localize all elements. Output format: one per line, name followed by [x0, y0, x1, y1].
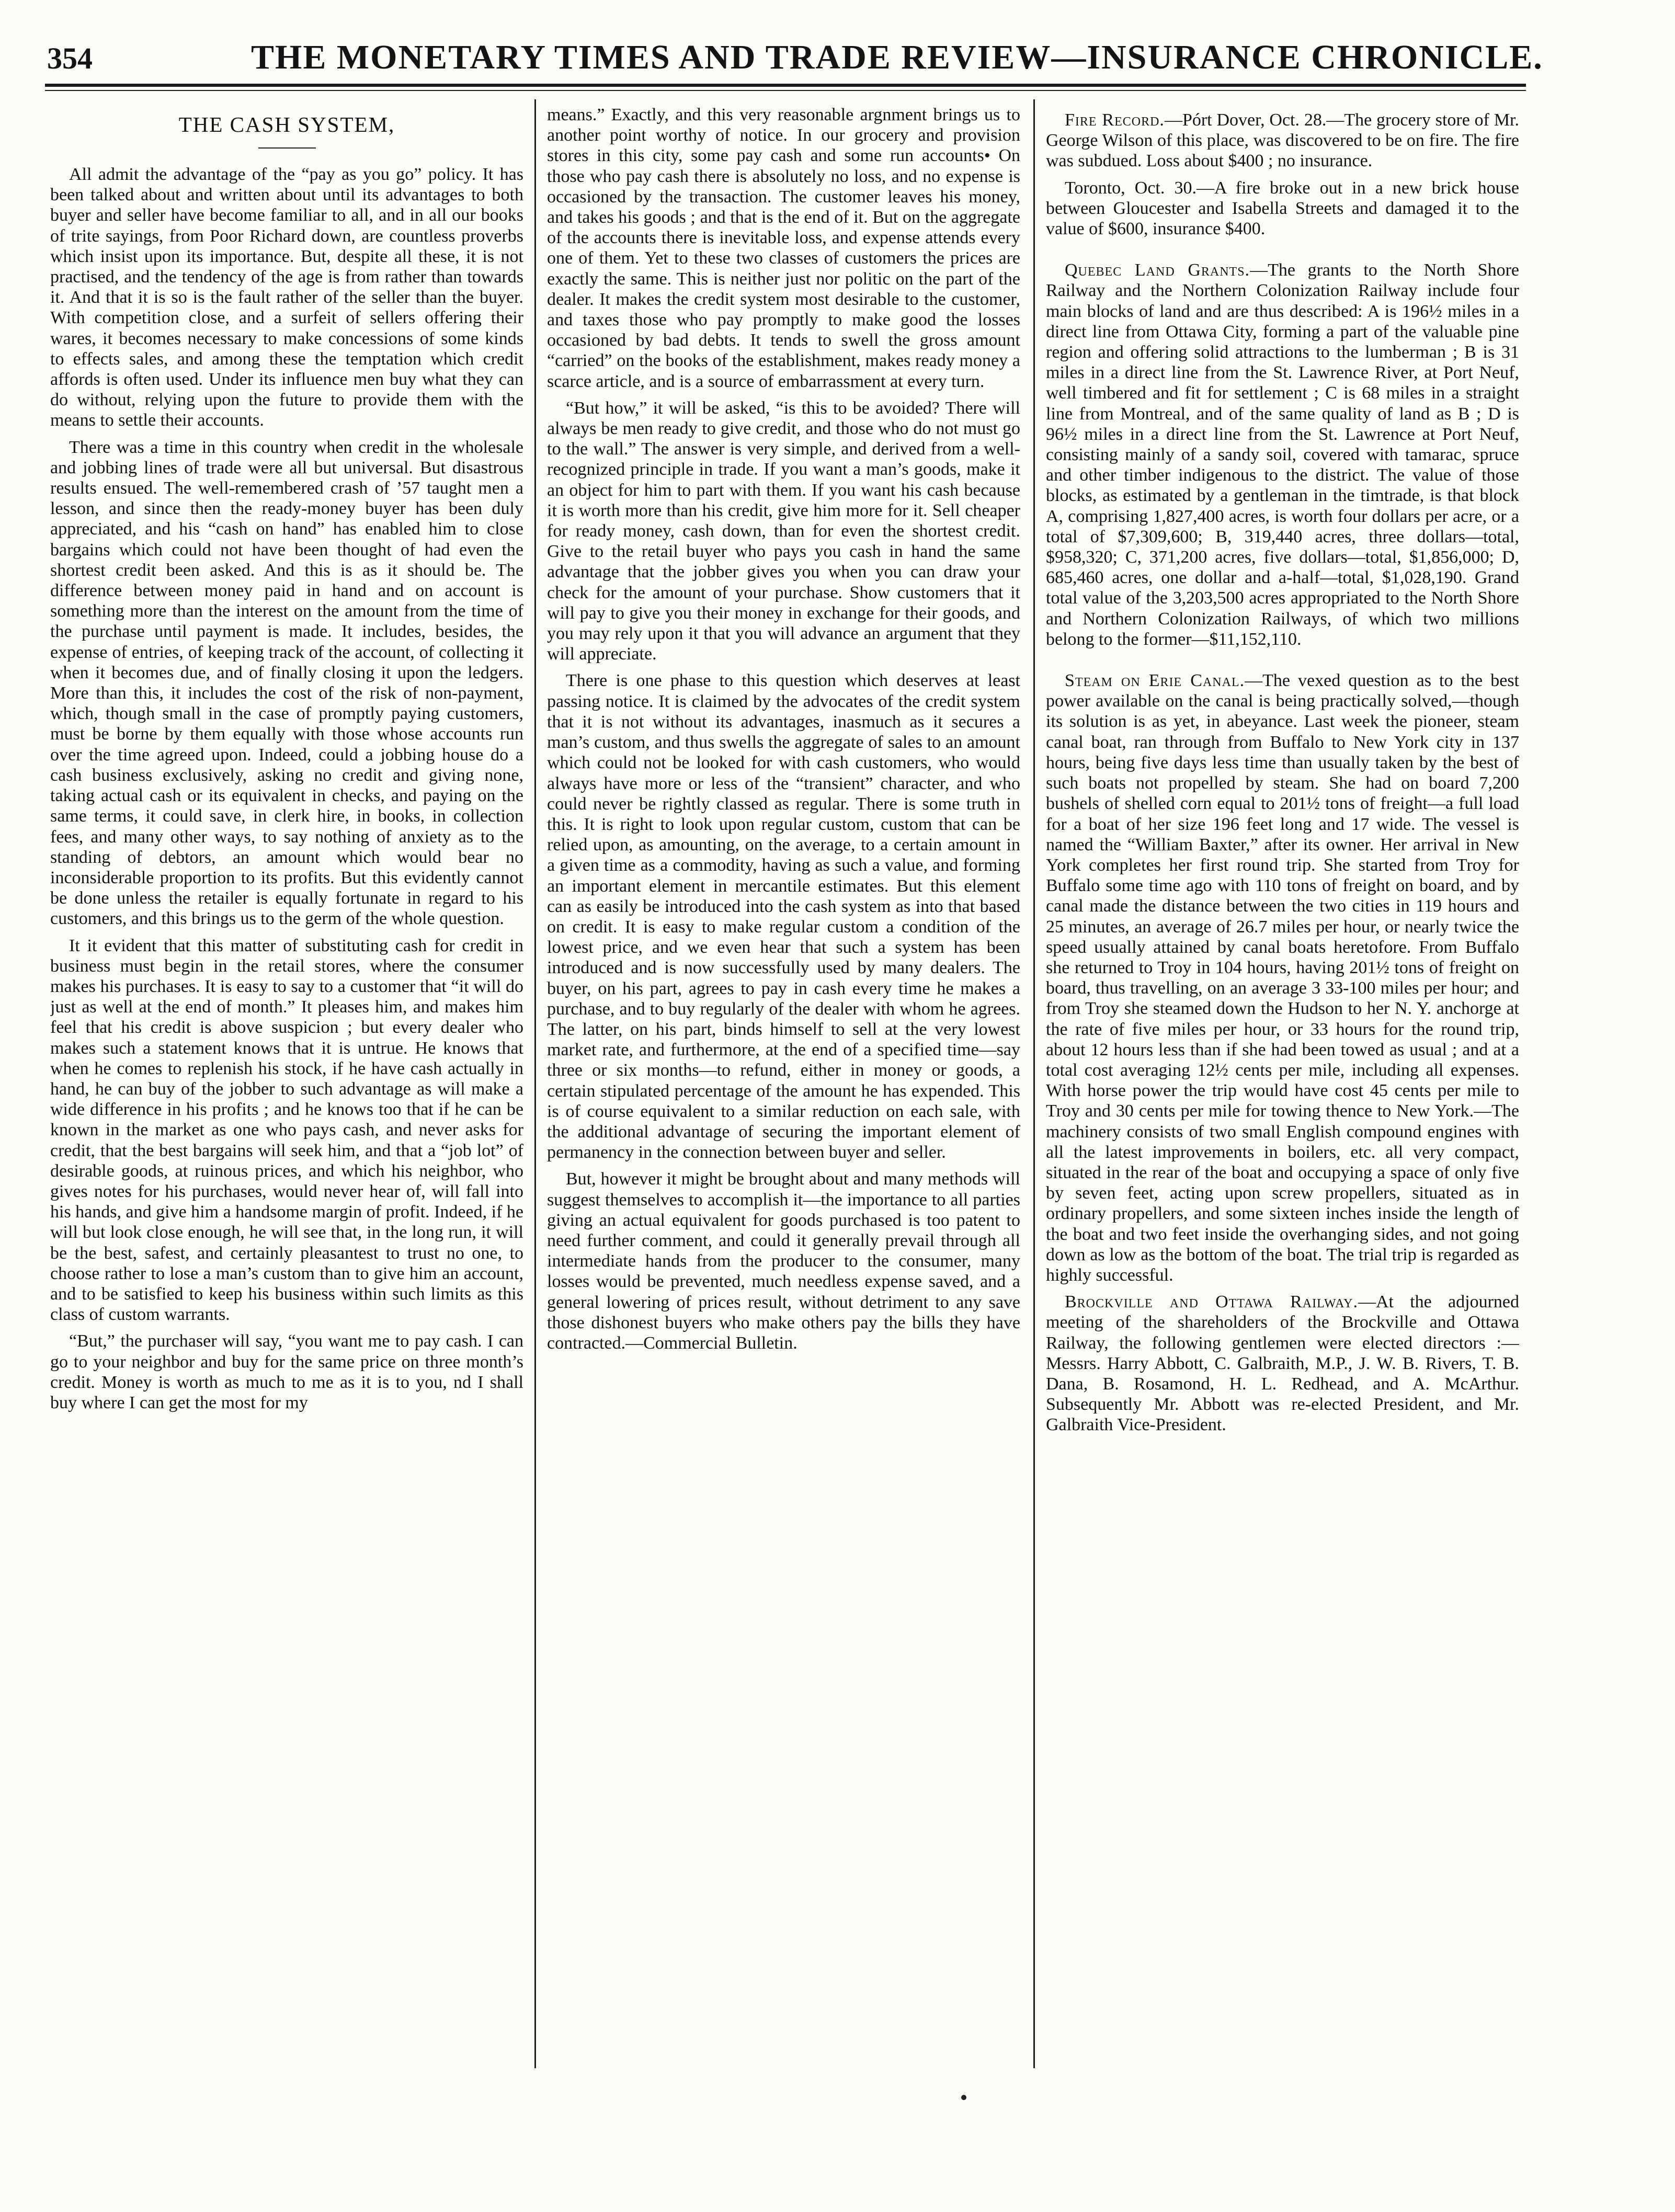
article-title: THE CASH SYSTEM, [178, 112, 395, 136]
article-paragraph: “But how,” it will be asked, “is this to be avoided? There will always be men ready to give credit, and those who do not must go to the wall.” The answer is very simple, and derived from a well-recognized principle in trade. If you want a man’s goods, make it an object for him to part with them. If you want his cash because it is worth more than his credit, give him more for it. Sell cheaper for ready money, cash down, than for even the shortest credit. Give to the retail buyer who pays you cash in hand the same advantage that the jobber gives you when you can draw your check for the amount of your purchase. Show customers that it will pay to give you their money in exchange for their goods, and you may rely upon it that you will advance an argument that they will appreciate. [547, 398, 1020, 664]
title-rule [258, 147, 316, 149]
article-paragraph: There is one phase to this question which deserves at least passing notice. It is claimed by the advocates of the credit system that it is not without its advantages, inasmuch as it secures a man’s custom, and thus swells the aggregate of sales to an amount which could not be looked for with cash customers, who would always have more or less of the “transient” character, and who could never be rightly classed as regular. There is some truth in this. It is right to look upon regular custom, custom that can be relied upon, as amounting, on the average, to a certain amount in a given time as a commodity, having as such a value, and forming an important element in mercantile estimates. But this element can as easily be introduced into the cash system as into that based on credit. It is easy to make regular custom a condition of the lowest price, and we even hear that such a system has been introduced and is now successfully used by many dealers. The buyer, on his part, agrees to pay in cash every time he makes a purchase, and to buy regularly of the dealer with whom he agrees. The latter, on his part, binds himself to sell at the very lowest market rate, and furthermore, at the end of a specified time—say three or six months—to refund, either in money or goods, a certain stipulated percentage of the amount he has expended. This is of course equivalent to a similar reduction on each sale, with the additional advantage of securing the important element of permanency in the connection between buyer and seller. [547, 671, 1020, 1162]
news-item-text: —The vexed question as to the best power available on the canal is being practically solved,—though its solution is as yet, in abeyance. Last week the pioneer, steam canal boat, ran through from Buffalo to New York city in 137 hours, being five days less time than usually taken by the best of such boats not propelled by steam. She had on board 7,200 bushels of shelled corn equal to 201½ tons of freight—a full load for a boat of her size 196 feet long and 17 wide. The vessel is named the “William Baxter,” after its owner. Her arrival in New York completes her first round trip. She started from Troy for Buffalo some time ago with 110 tons of freight on board, and by canal made the distance between the two cities in 119 hours and 25 minutes, an average of 26.7 miles per hour, or nearly twice the speed usually attained by canal boats heretofore. From Buffalo she returned to Troy in 104 hours, having 201½ tons of freight on board, thus travelling, on an average 3 33-100 miles per hour; and from Troy she steamed down the Hudson to her N. Y. anchorge at the rate of five miles per hour, or 33 hours for the round trip, about 12 hours less than if she had been towed as usual ; and at a total cost averaging 12½ cents per mile, including all expenses. With horse power the trip would have cost 45 cents per mile to Troy and 30 cents per mile for towing thence to New York.—The machinery consists of two small English compound engines with all the latest improvements in boilers, etc. all very compact, situated in the rear of the boat and occupying a space of only five by seven feet, acting upon screw propellers, situated as in ordinary propellers, and some sixteen inches inside the length of the boat and two feet inside the overhanging sides, and not going down as low as the bottom of the boat. The trial trip is regarded as highly successful. [1046, 671, 1519, 1285]
news-item-text: —At the adjourned meeting of the shareholders of the Brockville and Ottawa Railway, the following gentlemen were elected directors :—Messrs. Harry Abbott, C. Galbraith, M.P., J. W. B. Rivers, T. B. Dana, B. Rosamond, H. L. Redhead, and A. McArthur. Subsequently Mr. Abbott was re-elected President, and Mr. Galbraith Vice-President. [1046, 1292, 1519, 1435]
article-paragraph: There was a time in this country when credit in the wholesale and jobbing lines of trade were all but universal. But disastrous results ensued. The well-remembered crash of ’57 taught men a lesson, and since then the ready-money buyer has been duly appreciated, and his “cash on hand” has enabled him to close bargains which could not have been thought of had even the shortest credit been asked. And this is as it should be. The difference between money paid in hand and on account is something more than the interest on the amount from the time of the purchase until payment is made. It includes, besides, the expense of entries, of keeping track of the account, of collecting it when it becomes due, and of finally closing it upon the ledgers. More than this, it includes the cost of the risk of non-payment, which, though small in the case of promptly paying customers, must be borne by them equally with those whose accounts run over the time agreed upon. Indeed, could a jobbing house do a cash business exclusively, asking no credit and giving none, taking actual cash or its equivalent in checks, and paying on the same terms, it could save, in clerk hire, in books, in collection fees, and many other ways, to say nothing of anxiety as to the standing of debtors, an amount which would bear no inconsiderable proportion to its profits. But this evidently cannot be done unless the retailer is equally fortunate in regard to his customers, and this brings us to the germ of the whole question. [50, 437, 523, 929]
news-item [1046, 1292, 1519, 1435]
article-paragraph: But, however it might be brought about and many methods will suggest themselves to accomplish it—the importance to all parties giving an actual equivalent for goods purchased is too patent to need further comment, and could it generally prevail through all intermediate hands from the producer to the consumer, many losses would be prevented, much needless expense saved, and a general lowering of prices result, without detriment to any save those dishonest buyers who make others pay the bills they have contracted.—Commercial Bulletin. [547, 1169, 1020, 1353]
news-item [1046, 178, 1519, 240]
news-item [1046, 670, 1519, 1285]
running-title: THE MONETARY TIMES AND TRADE REVIEW—INSURANCE CHRONICLE. [251, 38, 1543, 76]
header-rule-thick [45, 84, 1526, 87]
header-rule-thin [45, 90, 1526, 91]
news-item-heading: Steam on Erie Canal. [1065, 671, 1245, 691]
column-3 [1046, 105, 1519, 2076]
news-item [1046, 260, 1519, 649]
article-paragraph: It it evident that this matter of substituting cash for credit in business must begin in the retail stores, where the consumer makes his purchases. It is easy to say to a customer that “it will do just as well at the end of month.” It pleases him, and makes him feel that his credit is above suspicion ; but every dealer who makes such a statement knows that it is untrue. He knows that when he comes to replenish his stock, if he have cash actually in hand, he can buy of the jobber to such advantage as will make a wide difference in his profits ; and he knows too that if he can be known in the market as one who pays cash, and never asks for credit, that the best bargains will seek him, and that a “job lot” of desirable goods, at ruinous prices, and which his neighbor, who gives notes for his purchases, would never hear of, will fall into his hands, and give him a handsome margin of profit. Indeed, if he will but look close enough, he will see that, in the long run, it will be the best, safest, and certainly pleasantest to trust no one, to choose rather to lose a man’s custom than to give him an account, and to be satisfied to keep his business within such limits as this class of custom warrants. [50, 936, 523, 1325]
footer-dot [961, 2095, 966, 2100]
news-item-heading: Quebec Land Grants. [1065, 260, 1250, 280]
page-number: 354 [47, 41, 93, 75]
news-item-text: Toronto, Oct. 30.—A fire broke out in a new brick house between Gloucester and Isabella Streets and damaged it to the value of $600, insurance $400. [1046, 178, 1519, 239]
column-divider-2 [1033, 99, 1035, 2068]
news-item-heading: Brockville and Ottawa Railway. [1065, 1292, 1358, 1312]
column-2 [547, 105, 1020, 2076]
page-header [47, 30, 1616, 88]
column-1 [50, 105, 523, 2076]
column-divider-1 [534, 99, 536, 2068]
article-paragraph: means.” Exactly, and this very reasonable argnment brings us to another point worthy of notice. In our grocery and provision stores in this city, some pay cash and some run accounts• On those who pay cash there is absolutely no loss, and no expense is occasioned by the transaction. The customer leaves his money, and takes his goods ; and that is the end of it. But on the aggregate of the accounts there is inevitable loss, and expense attends every one of them. Yet to these two classes of customers the prices are exactly the same. This is neither just nor politic on the part of the dealer. It makes the credit system most desirable to the customer, and taxes those who pay promptly to make good the losses occasioned by bad debts. It tends to swell the gross amount “carried” on the books of the establishment, makes ready money a scarce article, and is a source of embarrassment at every turn. [547, 105, 1020, 391]
news-item-text: —Pórt Dover, Oct. 28.—The grocery store of Mr. George Wilson of this place, was discovered to be on fire. The fire was subdued. Loss about $400 ; no insurance. [1046, 110, 1519, 171]
news-item [1046, 110, 1519, 172]
article-paragraph: “But,” the purchaser will say, “you want me to pay cash. I can go to your neighbor and buy for the same price on three month’s credit. Money is worth as much to me as it is to you, nd I shall buy where I can get the most for my [50, 1331, 523, 1412]
article-paragraph: All admit the advantage of the “pay as you go” policy. It has been talked about and written about until its advantages to both buyer and seller have become familiar to all, and in all our books of trite sayings, from Poor Richard down, are countless proverbs which insist upon its importance. But, despite all these, it is not practised, and the tendency of the age is from rather than towards it. And that it is so is the fault rather of the seller than the buyer. With competition close, and a surfeit of sellers offering their wares, it becomes necessary to make concessions of some kinds to effects sales, and among these the temptation which credit affords is often used. Under its influence men buy what they can do without, relying upon the future to provide them with the means to settle their accounts. [50, 165, 523, 430]
news-item-text: —The grants to the North Shore Railway and the Northern Colonization Railway include four main blocks of land and are thus described: A is 196½ miles in a direct line from Ottawa City, forming a part of the valuable pine region and offering solid attractions to the lumberman ; B is 31 miles in a direct line from the St. Lawrence River, at Port Neuf, well timbered and fit for settlement ; C is 68 miles in a straight line from Montreal, and of the same quality of land as B ; D is 96½ miles in a direct line from the St. Lawrence at Port Neuf, consisting mainly of a sandy soil, covered with tamarac, spruce and other timber indigenous to the district. The value of those blocks, as estimated by a gentleman in the timtrade, is that block A, comprising 1,827,400 acres, is worth four dollars per acre, or a total of $7,309,600; B, 319,440 acres, three dollars—total, $958,320; C, 371,200 acres, five dollars—total, $1,856,000; D, 685,460 acres, one dollar and a-half—total, $1,028,190. Grand total value of the 3,203,500 acres appropriated to the North Shore and Northern Colonization Railways, of which two millions belong to the former—$11,152,110. [1046, 260, 1519, 649]
news-item-heading: Fire Record. [1065, 110, 1165, 130]
